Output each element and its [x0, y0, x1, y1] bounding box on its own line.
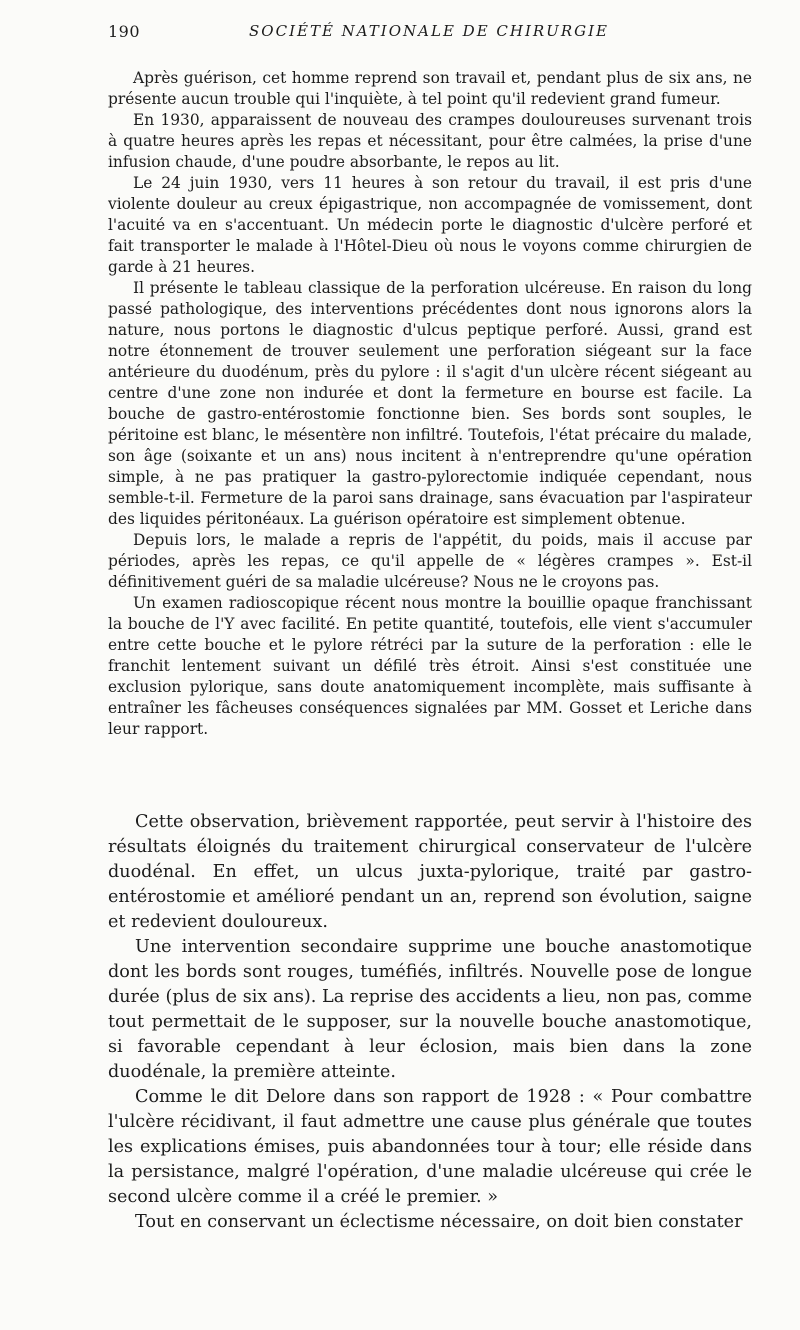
paragraph: Cette observation, brièvement rapportée, peut servir à l'histoire des résultats éloignés du traitement chirurgical conservateur de l'ulcère duodénal. En effet, un ulcus juxta-pylorique, traité par gastro-entérostomie et amélioré pendant un an, reprend son évolution, saigne et redevient douloureux.	[108, 812, 752, 932]
paragraph: Une intervention secondaire supprime une bouche anastomotique dont les bords sont rouges, tuméfiés, infiltrés. Nouvelle pose de longue durée (plus de six ans). La reprise des accidents a lieu, non pas, comme tout permettait de le supposer, sur la nouvelle bouche anastomotique, si favorable cependant à leur éclosion, mais bien dans la zone duodénale, la première atteinte.	[108, 937, 752, 1082]
paragraph: En 1930, apparaissent de nouveau des crampes douloureuses survenant trois à quatre heures après les repas et nécessitant, pour être calmées, la prise d'une infusion chaude, d'une poudre absorbante, le repos au lit.	[108, 111, 752, 171]
paragraph: Comme le dit Delore dans son rapport de 1928 : « Pour combattre l'ulcère récidivant, il faut admettre une cause plus générale que toutes les explications émises, puis abandonnées tour à tour; elle réside dans la persistance, malgré l'opération, d'une maladie ulcéreuse qui crée le second ulcère comme il a créé le premier. »	[108, 1087, 752, 1207]
discussion-section	[108, 810, 752, 1235]
case-report-section	[108, 68, 752, 740]
paragraph: Tout en conservant un éclectisme nécessaire, on doit bien constater	[135, 1212, 743, 1232]
page-number: 190	[108, 22, 141, 41]
running-title: SOCIÉTÉ NATIONALE DE CHIRURGIE	[249, 22, 609, 40]
paragraph: Un examen radioscopique récent nous montre la bouillie opaque franchissant la bouche de l'Y avec facilité. En petite quantité, toutefois, elle vient s'accumuler entre cette bouche et le pylore rétréci par la suture de la perforation : elle le franchit lentement suivant un défilé très étroit. Ainsi s'est constituée une exclusion pylorique, sans doute anatomiquement incomplète, mais suffisante à entraîner les fâcheuses conséquences signalées par MM. Gosset et Leriche dans leur rapport.	[108, 594, 752, 738]
paragraph: Le 24 juin 1930, vers 11 heures à son retour du travail, il est pris d'une violente douleur au creux épigastrique, non accompagnée de vomissement, dont l'acuité va en s'accentuant. Un médecin porte le diagnostic d'ulcère perforé et fait transporter le malade à l'Hôtel-Dieu où nous le voyons comme chirurgien de garde à 21 heures.	[108, 174, 752, 276]
paragraph: Depuis lors, le malade a repris de l'appétit, du poids, mais il accuse par périodes, après les repas, ce qu'il appelle de « légères crampes ». Est-il définitivement guéri de sa maladie ulcéreuse? Nous ne le croyons pas.	[108, 531, 752, 591]
paragraph: Il présente le tableau classique de la perforation ulcéreuse. En raison du long passé pathologique, des interventions précédentes dont nous ignorons alors la nature, nous portons le diagnostic d'ulcus peptique perforé. Aussi, grand est notre étonnement de trouver seulement une perforation siégeant sur la face antérieure du duodénum, près du pylore : il s'agit d'un ulcère récent siégeant au centre d'une zone non indurée et dont la fermeture en bourse est facile. La bouche de gastro-entérostomie fonctionne bien. Ses bords sont souples, le péritoine est blanc, le mésentère non infiltré. Toutefois, l'état précaire du malade, son âge (soixante et un ans) nous incitent à n'entreprendre qu'une opération simple, à ne pas pratiquer la gastro-pylorectomie indiquée cependant, nous semble-t-il. Fermeture de la paroi sans drainage, sans évacuation par l'aspirateur des liquides péritonéaux. La guérison opératoire est simplement obtenue.	[108, 279, 752, 528]
paragraph: Après guérison, cet homme reprend son travail et, pendant plus de six ans, ne présente aucun trouble qui l'inquiète, à tel point qu'il redevient grand fumeur.	[108, 69, 752, 108]
page-header	[108, 22, 750, 46]
